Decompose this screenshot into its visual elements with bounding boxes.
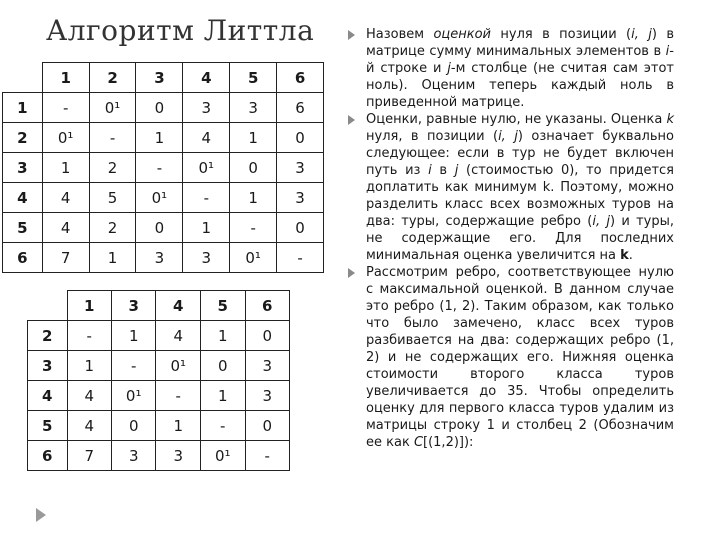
row-header: 2 [28, 321, 68, 351]
bullet-text-italic: i [665, 44, 670, 59]
matrix-cell: 0 [230, 153, 277, 183]
column-header: 3 [111, 291, 156, 321]
matrix-cell: - [277, 243, 324, 273]
bullet-text-bold: k [620, 248, 629, 263]
matrix-cell: 3 [245, 351, 290, 381]
matrix-cell: - [111, 351, 156, 381]
row-header: 2 [3, 123, 43, 153]
bullet-text: . [628, 248, 633, 263]
matrix-cell: 1 [136, 123, 183, 153]
bullet-item [346, 264, 674, 451]
row-header: 6 [3, 243, 43, 273]
matrix-row [3, 93, 324, 123]
matrix-cell: 0 [200, 351, 245, 381]
matrix-row [28, 351, 290, 381]
matrix-cell: 0¹ [42, 123, 89, 153]
bullet-arrow-icon [348, 268, 355, 278]
matrix-row [28, 411, 290, 441]
bullet-item [346, 26, 674, 111]
matrix-cell: 0¹ [200, 441, 245, 471]
matrix-cell: 0 [111, 411, 156, 441]
matrix-cell: 7 [42, 243, 89, 273]
column-header: 4 [183, 63, 230, 93]
bullet-text: в [431, 163, 455, 178]
matrix-cell: 1 [111, 321, 156, 351]
matrix-cell: 0¹ [111, 381, 156, 411]
column-header: 5 [230, 63, 277, 93]
slide-marker-arrow-icon [36, 508, 46, 522]
bullet-text-italic: j [454, 163, 459, 178]
column-header: 5 [200, 291, 245, 321]
matrix-cell: 3 [277, 183, 324, 213]
matrix-cell: 0¹ [156, 351, 201, 381]
matrix-cell: 1 [183, 213, 230, 243]
matrix-cell: 3 [183, 243, 230, 273]
matrix-cell: 0¹ [230, 243, 277, 273]
bullet-text-italic: i [428, 163, 432, 178]
bullet-text: [(1,2)]): [423, 435, 474, 450]
matrix-row [3, 183, 324, 213]
row-header: 4 [28, 381, 68, 411]
matrix-cell: 3 [136, 243, 183, 273]
matrix-cell: 1 [200, 321, 245, 351]
matrix-header-row [28, 291, 290, 321]
matrix-cell: - [42, 93, 89, 123]
row-header: 3 [3, 153, 43, 183]
matrix-cell: 6 [277, 93, 324, 123]
bullet-text-italic: i, j [631, 27, 652, 42]
matrix-cell: - [67, 321, 111, 351]
bullet-arrow-icon [348, 30, 355, 40]
matrix-cell: 3 [156, 441, 201, 471]
matrix-cell: 1 [230, 123, 277, 153]
matrix-row [28, 381, 290, 411]
row-header: 1 [3, 93, 43, 123]
cost-matrix-reduced [27, 290, 290, 471]
column-header: 2 [89, 63, 136, 93]
matrix-cell: - [183, 183, 230, 213]
matrix-cell: 3 [230, 93, 277, 123]
bullet-text-italic: k [666, 112, 674, 127]
bullet-text: ) в матрице сумму минимальных элементов в [366, 27, 674, 59]
matrix-cell: - [156, 381, 201, 411]
matrix-row [3, 123, 324, 153]
bullet-text: Назовем [366, 27, 434, 42]
matrix-cell: 0¹ [136, 183, 183, 213]
matrix-cell: 3 [111, 441, 156, 471]
matrix-cell: 1 [89, 243, 136, 273]
bullet-arrow-icon [348, 115, 355, 125]
matrix-cell: 0 [277, 213, 324, 243]
matrix-cell: 1 [67, 351, 111, 381]
row-header: 4 [3, 183, 43, 213]
matrix-cell: 0 [245, 321, 290, 351]
column-header: 6 [245, 291, 290, 321]
bullet-list [346, 26, 674, 451]
matrix-cell: 2 [89, 153, 136, 183]
matrix-cell: 7 [67, 441, 111, 471]
matrix-header-row [3, 63, 324, 93]
matrix-cell: 0 [277, 123, 324, 153]
bullet-text-italic: C [413, 435, 424, 450]
matrix-cell: 0¹ [89, 93, 136, 123]
matrix-cell: 0 [245, 411, 290, 441]
bullet-text: Оценки, равные нулю, не указаны. Оценка [366, 112, 667, 127]
matrix-cell: - [230, 213, 277, 243]
matrix-cell: 4 [67, 411, 111, 441]
matrix-cell: 0 [136, 93, 183, 123]
matrix-cell: - [245, 441, 290, 471]
matrix-cell: 3 [245, 381, 290, 411]
matrix-cell: 4 [67, 381, 111, 411]
row-header: 5 [3, 213, 43, 243]
matrix-cell: 4 [183, 123, 230, 153]
matrix-cell: 1 [42, 153, 89, 183]
matrix-cell: 0 [136, 213, 183, 243]
matrix-cell: - [89, 123, 136, 153]
matrix-cell: 2 [89, 213, 136, 243]
matrix-cell: 5 [89, 183, 136, 213]
column-header: 1 [67, 291, 111, 321]
cost-matrix-full [2, 62, 324, 273]
bullet-text: нуля, в позиции ( [366, 129, 499, 144]
matrix-cell: - [200, 411, 245, 441]
column-header: 6 [277, 63, 324, 93]
matrix-cell: 0¹ [183, 153, 230, 183]
matrix-cell: 1 [156, 411, 201, 441]
matrix-row [3, 213, 324, 243]
bullet-text: (стоимостью 0), то придется доплатить как минимум k. Поэтому, можно разделить класс всех возможных туров на два: туры, содержащие ребро ( [366, 163, 674, 229]
matrix-row [28, 321, 290, 351]
matrix-cell: 4 [42, 213, 89, 243]
matrix-cell: 1 [200, 381, 245, 411]
bullet-text-italic: i, j [498, 129, 518, 144]
matrix-row [28, 441, 290, 471]
column-header: 1 [42, 63, 89, 93]
bullet-item [346, 111, 674, 264]
bullet-text: нуля в позиции ( [491, 27, 632, 42]
matrix-corner [3, 63, 43, 93]
bullet-text: ) и туры, не содержащие его. Для последних минимальная оценка увеличится на [366, 214, 674, 263]
matrix-cell: 3 [277, 153, 324, 183]
bullet-text-italic: оценкой [433, 27, 492, 42]
bullet-text-italic: i, j [592, 214, 610, 229]
row-header: 6 [28, 441, 68, 471]
matrix-cell: 1 [230, 183, 277, 213]
matrix-row [3, 153, 324, 183]
row-header: 3 [28, 351, 68, 381]
matrix-corner [28, 291, 68, 321]
column-header: 4 [156, 291, 201, 321]
bullet-text: -й строке и [366, 44, 674, 76]
bullet-text: -м столбце (не считая сам этот ноль). Оценим теперь каждый ноль в приведенной матрице. [366, 61, 674, 110]
slide-title: Алгоритм Литтла [46, 14, 315, 47]
matrix-cell: 4 [156, 321, 201, 351]
bullet-text-italic: j [447, 61, 451, 76]
row-header: 5 [28, 411, 68, 441]
matrix-cell: 4 [42, 183, 89, 213]
matrix-cell: - [136, 153, 183, 183]
matrix-cell: 3 [183, 93, 230, 123]
column-header: 3 [136, 63, 183, 93]
bullet-text: ) означает буквально следующее: если в тур не будет включен путь из [366, 129, 674, 178]
bullet-text: Рассмотрим ребро, соответствующее нулю с максимальной оценкой. В данном случае это ребро (1, 2). Таким образом, как только что было замечено, класс всех туров разбивается на два: содержащих ребро (1, 2) и не содержащих его. Нижняя оценка стоимости второго класса туров увеличивается до 35. Чтобы определить оценку для первого класса туров удалим из матрицы строку 1 и столбец 2 (Обозначим ее как [366, 265, 674, 450]
matrix-row [3, 243, 324, 273]
